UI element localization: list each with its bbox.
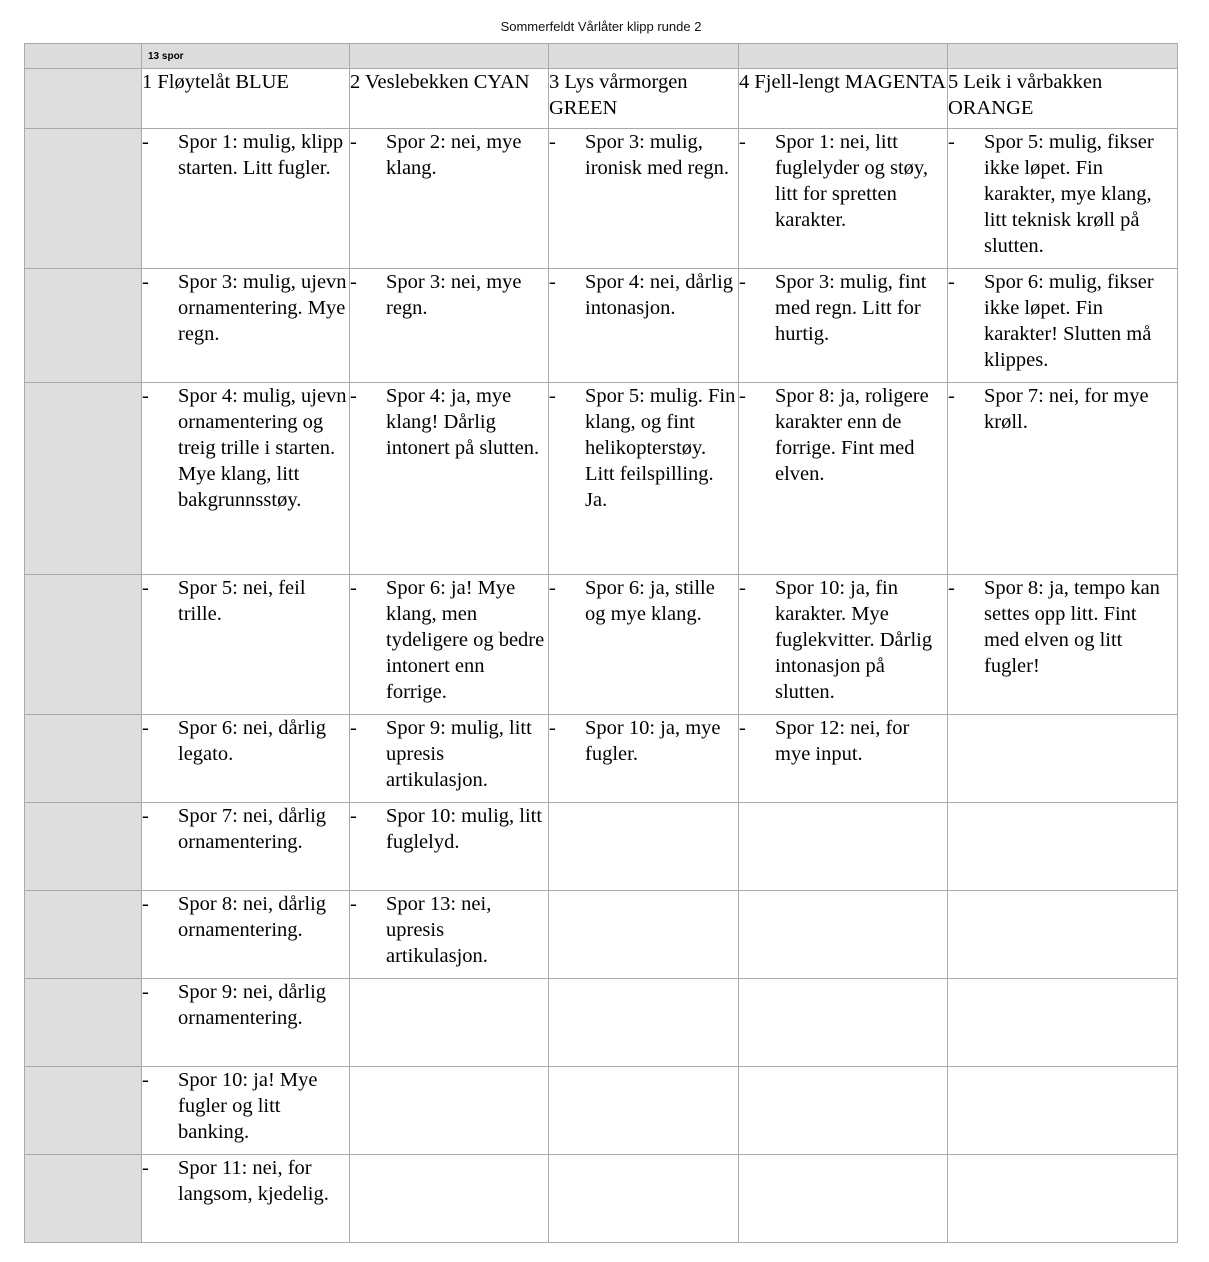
table-row bbox=[25, 979, 1178, 1067]
header-band-row bbox=[25, 44, 1178, 69]
list-item bbox=[142, 575, 349, 627]
row-header-cell[interactable] bbox=[25, 1155, 142, 1243]
table-cell[interactable] bbox=[948, 129, 1178, 269]
table-row bbox=[25, 383, 1178, 575]
table-row bbox=[25, 269, 1178, 383]
list-item bbox=[739, 715, 947, 767]
bullet-dash: - bbox=[948, 385, 955, 407]
table-cell[interactable] bbox=[739, 269, 948, 383]
table-cell[interactable] bbox=[142, 979, 350, 1067]
list-item bbox=[549, 575, 738, 627]
table-row bbox=[25, 891, 1178, 979]
table-cell[interactable] bbox=[142, 891, 350, 979]
list-item bbox=[350, 715, 548, 793]
entry-text: Spor 3: mulig, ironisk med regn. bbox=[585, 131, 730, 179]
entry-text: Spor 4: mulig, ujevn ornamentering og treig trille i starten. Mye klang, litt bakgrunnsstøy. bbox=[178, 385, 347, 511]
row-header-cell[interactable] bbox=[25, 979, 142, 1067]
table-cell[interactable] bbox=[549, 575, 739, 715]
bullet-dash: - bbox=[350, 717, 357, 739]
table-cell[interactable] bbox=[350, 1155, 549, 1243]
entry-text: Spor 4: nei, dårlig intonasjon. bbox=[585, 271, 734, 319]
table-cell[interactable] bbox=[948, 979, 1178, 1067]
table-row bbox=[25, 129, 1178, 269]
table-row bbox=[25, 575, 1178, 715]
list-item bbox=[948, 129, 1177, 259]
entry-text: Spor 7: nei, dårlig ornamentering. bbox=[178, 805, 327, 853]
table-cell[interactable] bbox=[948, 383, 1178, 575]
track-review-table bbox=[24, 43, 1178, 1243]
entry-text: Spor 5: mulig. Fin klang, og fint helikopterstøy. Litt feilspilling. Ja. bbox=[585, 385, 736, 511]
entry-text: Spor 10: ja, mye fugler. bbox=[585, 717, 721, 765]
bullet-dash: - bbox=[350, 805, 357, 827]
list-item bbox=[142, 1067, 349, 1145]
table-cell[interactable] bbox=[739, 383, 948, 575]
bullet-dash: - bbox=[142, 385, 149, 407]
entry-text: Spor 1: nei, litt fuglelyder og støy, litt for spretten karakter. bbox=[775, 131, 928, 231]
entry-text: Spor 10: ja! Mye fugler og litt banking. bbox=[178, 1069, 318, 1143]
bullet-dash: - bbox=[350, 893, 357, 915]
bullet-dash: - bbox=[350, 131, 357, 153]
table-cell[interactable] bbox=[739, 1155, 948, 1243]
entry-text: Spor 9: nei, dårlig ornamentering. bbox=[178, 981, 327, 1029]
table-cell[interactable] bbox=[948, 803, 1178, 891]
table-cell[interactable] bbox=[948, 715, 1178, 803]
table-cell[interactable] bbox=[142, 269, 350, 383]
table-cell[interactable] bbox=[948, 891, 1178, 979]
bullet-dash: - bbox=[142, 1069, 149, 1091]
table-cell[interactable] bbox=[549, 715, 739, 803]
bullet-dash: - bbox=[948, 271, 955, 293]
entry-text: Spor 5: mulig, fikser ikke løpet. Fin karakter, mye klang, litt teknisk krøll på slutten. bbox=[984, 131, 1154, 257]
bullet-dash: - bbox=[549, 577, 556, 599]
list-item bbox=[142, 715, 349, 767]
bullet-dash: - bbox=[142, 1157, 149, 1179]
entry-text: Spor 9: mulig, litt upresis artikulasjon. bbox=[386, 717, 532, 791]
entry-text: Spor 2: nei, mye klang. bbox=[386, 131, 522, 179]
band-cell[interactable] bbox=[739, 44, 948, 69]
entry-text: Spor 6: ja! Mye klang, men tydeligere og bedre intonert enn forrige. bbox=[386, 577, 545, 703]
list-item bbox=[948, 575, 1177, 679]
list-item bbox=[142, 383, 349, 513]
list-item bbox=[549, 383, 738, 513]
row-header-cell[interactable] bbox=[25, 1067, 142, 1155]
table-cell[interactable] bbox=[350, 715, 549, 803]
table-cell[interactable] bbox=[739, 979, 948, 1067]
list-item bbox=[142, 1155, 349, 1207]
bullet-dash: - bbox=[739, 271, 746, 293]
table-cell[interactable] bbox=[142, 575, 350, 715]
table-cell[interactable] bbox=[948, 1067, 1178, 1155]
list-item bbox=[549, 129, 738, 181]
bullet-dash: - bbox=[142, 271, 149, 293]
band-cell[interactable] bbox=[948, 44, 1178, 69]
entry-text: Spor 5: nei, feil trille. bbox=[178, 577, 306, 625]
bullet-dash: - bbox=[142, 131, 149, 153]
table-cell[interactable] bbox=[350, 383, 549, 575]
table-cell[interactable] bbox=[739, 715, 948, 803]
entry-text: Spor 11: nei, for langsom, kjedelig. bbox=[178, 1157, 329, 1205]
entry-text: Spor 13: nei, upresis artikulasjon. bbox=[386, 893, 492, 967]
list-item bbox=[948, 269, 1177, 373]
bullet-dash: - bbox=[549, 717, 556, 739]
entry-text: Spor 3: mulig, fint med regn. Litt for hurtig. bbox=[775, 271, 927, 345]
table-cell[interactable] bbox=[549, 129, 739, 269]
table-cell[interactable] bbox=[549, 1067, 739, 1155]
row-header-cell[interactable] bbox=[25, 575, 142, 715]
row-header-cell[interactable] bbox=[25, 129, 142, 269]
entry-text: Spor 6: mulig, fikser ikke løpet. Fin karakter! Slutten må klippes. bbox=[984, 271, 1154, 371]
table-cell[interactable] bbox=[350, 979, 549, 1067]
table-cell[interactable] bbox=[142, 1155, 350, 1243]
bullet-dash: - bbox=[549, 131, 556, 153]
row-header-cell[interactable] bbox=[25, 44, 142, 69]
table-cell[interactable] bbox=[739, 129, 948, 269]
bullet-dash: - bbox=[739, 577, 746, 599]
list-item bbox=[739, 269, 947, 347]
list-item bbox=[350, 383, 548, 461]
table-cell[interactable] bbox=[948, 1155, 1178, 1243]
table-cell[interactable] bbox=[142, 383, 350, 575]
list-item bbox=[549, 269, 738, 321]
table-cell[interactable] bbox=[350, 129, 549, 269]
table-cell[interactable] bbox=[142, 715, 350, 803]
entry-text: Spor 12: nei, for mye input. bbox=[775, 717, 910, 765]
entry-text: Spor 7: nei, for mye krøll. bbox=[984, 385, 1149, 433]
table-cell[interactable] bbox=[350, 575, 549, 715]
table-cell[interactable] bbox=[739, 891, 948, 979]
table-cell[interactable] bbox=[350, 891, 549, 979]
table-cell[interactable] bbox=[142, 129, 350, 269]
entry-text: Spor 3: nei, mye regn. bbox=[386, 271, 522, 319]
list-item bbox=[350, 575, 548, 705]
entry-text: Spor 10: mulig, litt fuglelyd. bbox=[386, 805, 543, 853]
row-header-cell[interactable] bbox=[25, 891, 142, 979]
entry-text: Spor 1: mulig, klipp starten. Litt fugler. bbox=[178, 131, 344, 179]
table-cell[interactable] bbox=[739, 803, 948, 891]
bullet-dash: - bbox=[142, 717, 149, 739]
bullet-dash: - bbox=[350, 385, 357, 407]
row-header-cell[interactable] bbox=[25, 69, 142, 129]
table-cell[interactable] bbox=[350, 269, 549, 383]
table-cell[interactable] bbox=[948, 269, 1178, 383]
table-cell[interactable] bbox=[739, 1067, 948, 1155]
list-item bbox=[350, 803, 548, 855]
table-cell[interactable] bbox=[549, 1155, 739, 1243]
bullet-dash: - bbox=[549, 271, 556, 293]
column-header-2[interactable]: 2 Veslebekken CYAN bbox=[350, 69, 549, 129]
list-item bbox=[350, 891, 548, 969]
table-row bbox=[25, 715, 1178, 803]
list-item bbox=[739, 129, 947, 233]
table-cell[interactable] bbox=[142, 803, 350, 891]
bullet-dash: - bbox=[142, 893, 149, 915]
bullet-dash: - bbox=[350, 271, 357, 293]
entry-text: Spor 6: ja, stille og mye klang. bbox=[585, 577, 715, 625]
list-item bbox=[142, 803, 349, 855]
entry-text: Spor 8: ja, roligere karakter enn de forrige. Fint med elven. bbox=[775, 385, 929, 485]
bullet-dash: - bbox=[350, 577, 357, 599]
bullet-dash: - bbox=[948, 577, 955, 599]
row-header-cell[interactable] bbox=[25, 715, 142, 803]
list-item bbox=[142, 269, 349, 347]
table-cell[interactable] bbox=[549, 891, 739, 979]
entry-text: Spor 8: nei, dårlig ornamentering. bbox=[178, 893, 327, 941]
document-title: Sommerfeldt Vårlåter klipp runde 2 bbox=[500, 19, 702, 34]
band-cell[interactable] bbox=[350, 44, 549, 69]
list-item bbox=[739, 383, 947, 487]
column-header-5[interactable]: 5 Leik i vårbakken ORANGE bbox=[948, 69, 1178, 129]
list-item bbox=[739, 575, 947, 705]
entry-text: Spor 10: ja, fin karakter. Mye fuglekvitter. Dårlig intonasjon på slutten. bbox=[775, 577, 933, 703]
column-header-row bbox=[25, 69, 1178, 129]
bullet-dash: - bbox=[739, 385, 746, 407]
row-header-cell[interactable] bbox=[25, 269, 142, 383]
bullet-dash: - bbox=[142, 577, 149, 599]
list-item bbox=[948, 383, 1177, 435]
entry-text: Spor 8: ja, tempo kan settes opp litt. Fint med elven og litt fugler! bbox=[984, 577, 1160, 677]
column-header-4[interactable]: 4 Fjell-lengt MAGENTA bbox=[739, 69, 948, 129]
table-cell[interactable] bbox=[142, 1067, 350, 1155]
row-header-cell[interactable] bbox=[25, 383, 142, 575]
bullet-dash: - bbox=[142, 805, 149, 827]
table-cell[interactable] bbox=[549, 269, 739, 383]
bullet-dash: - bbox=[948, 131, 955, 153]
list-item bbox=[142, 891, 349, 943]
list-item bbox=[142, 979, 349, 1031]
row-header-cell[interactable] bbox=[25, 803, 142, 891]
bullet-dash: - bbox=[739, 131, 746, 153]
bullet-dash: - bbox=[739, 717, 746, 739]
table-row bbox=[25, 1155, 1178, 1243]
entry-text: Spor 3: mulig, ujevn ornamentering. Mye regn. bbox=[178, 271, 347, 345]
list-item bbox=[549, 715, 738, 767]
track-count-cell[interactable]: 13 spor bbox=[142, 44, 350, 69]
bullet-dash: - bbox=[142, 981, 149, 1003]
table-cell[interactable] bbox=[739, 575, 948, 715]
list-item bbox=[350, 269, 548, 321]
column-header-3[interactable]: 3 Lys vårmorgen GREEN bbox=[549, 69, 739, 129]
table-cell[interactable] bbox=[350, 803, 549, 891]
list-item bbox=[142, 129, 349, 181]
bullet-dash: - bbox=[549, 385, 556, 407]
table-row bbox=[25, 1067, 1178, 1155]
column-header-1[interactable]: 1 Fløytelåt BLUE bbox=[142, 69, 350, 129]
list-item bbox=[350, 129, 548, 181]
entry-text: Spor 6: nei, dårlig legato. bbox=[178, 717, 327, 765]
table-cell[interactable] bbox=[350, 1067, 549, 1155]
table-row bbox=[25, 803, 1178, 891]
table-cell[interactable] bbox=[549, 383, 739, 575]
band-cell[interactable] bbox=[549, 44, 739, 69]
table-cell[interactable] bbox=[549, 979, 739, 1067]
table-cell[interactable] bbox=[549, 803, 739, 891]
entry-text: Spor 4: ja, mye klang! Dårlig intonert på slutten. bbox=[386, 385, 540, 459]
table-cell[interactable] bbox=[948, 575, 1178, 715]
